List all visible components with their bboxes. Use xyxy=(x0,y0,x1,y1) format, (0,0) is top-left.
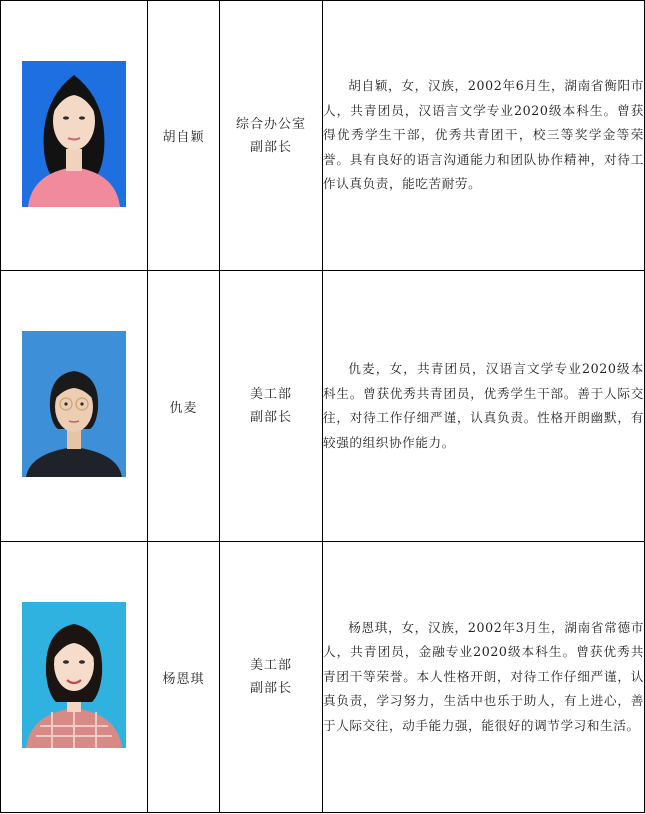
member-title: 副部长 xyxy=(249,410,292,425)
member-department: 美工部 xyxy=(249,658,292,673)
member-photo xyxy=(22,331,126,477)
member-role xyxy=(220,542,323,813)
member-role xyxy=(220,271,323,542)
member-name: 杨恩琪 xyxy=(148,542,220,813)
member-role xyxy=(220,1,323,271)
member-row xyxy=(1,271,645,542)
member-department: 美工部 xyxy=(249,387,292,402)
member-title: 副部长 xyxy=(249,139,292,155)
bio-cell xyxy=(323,1,645,271)
member-name: 仇麦 xyxy=(148,271,220,542)
member-bio: 仇麦，女，共青团员，汉语言文学专业2020级本科生。曾获优秀共青团员，优秀学生干部。善于人际交往，对待工作仔细严谨，认真负责。性格开朗幽默，有较强的组织协作能力。 xyxy=(323,361,644,450)
member-bio: 胡自颖，女，汉族，2002年6月生，湖南省衡阳市人，共青团员，汉语言文学专业2020级本科生。曾获得优秀学生干部，优秀共青团干，校三等奖学金等荣誉。具有良好的语言沟通能力和团队协作精神，对待工作认真负责，能吃苦耐劳。 xyxy=(323,78,644,192)
member-row xyxy=(1,542,645,813)
member-department: 综合办公室 xyxy=(235,116,306,132)
bio-cell xyxy=(323,271,645,542)
member-name: 胡自颖 xyxy=(148,1,220,271)
member-row xyxy=(1,1,645,271)
member-bio: 杨恩琪，女，汉族，2002年3月生，湖南省常德市人，共青团员，金融专业2020级本科生。曾获优秀共青团干等荣誉。本人性格开朗，对待工作仔细严谨，认真负责，学习努力，生活中也乐于助人，有上进心，善于人际交往，动手能力强，能很好的调节学习和生活。 xyxy=(323,619,644,733)
photo-cell xyxy=(1,271,148,542)
member-photo xyxy=(22,602,126,748)
bio-cell xyxy=(323,542,645,813)
photo-cell xyxy=(1,542,148,813)
member-title: 副部长 xyxy=(249,681,292,696)
photo-cell xyxy=(1,1,148,271)
member-photo xyxy=(22,61,126,207)
